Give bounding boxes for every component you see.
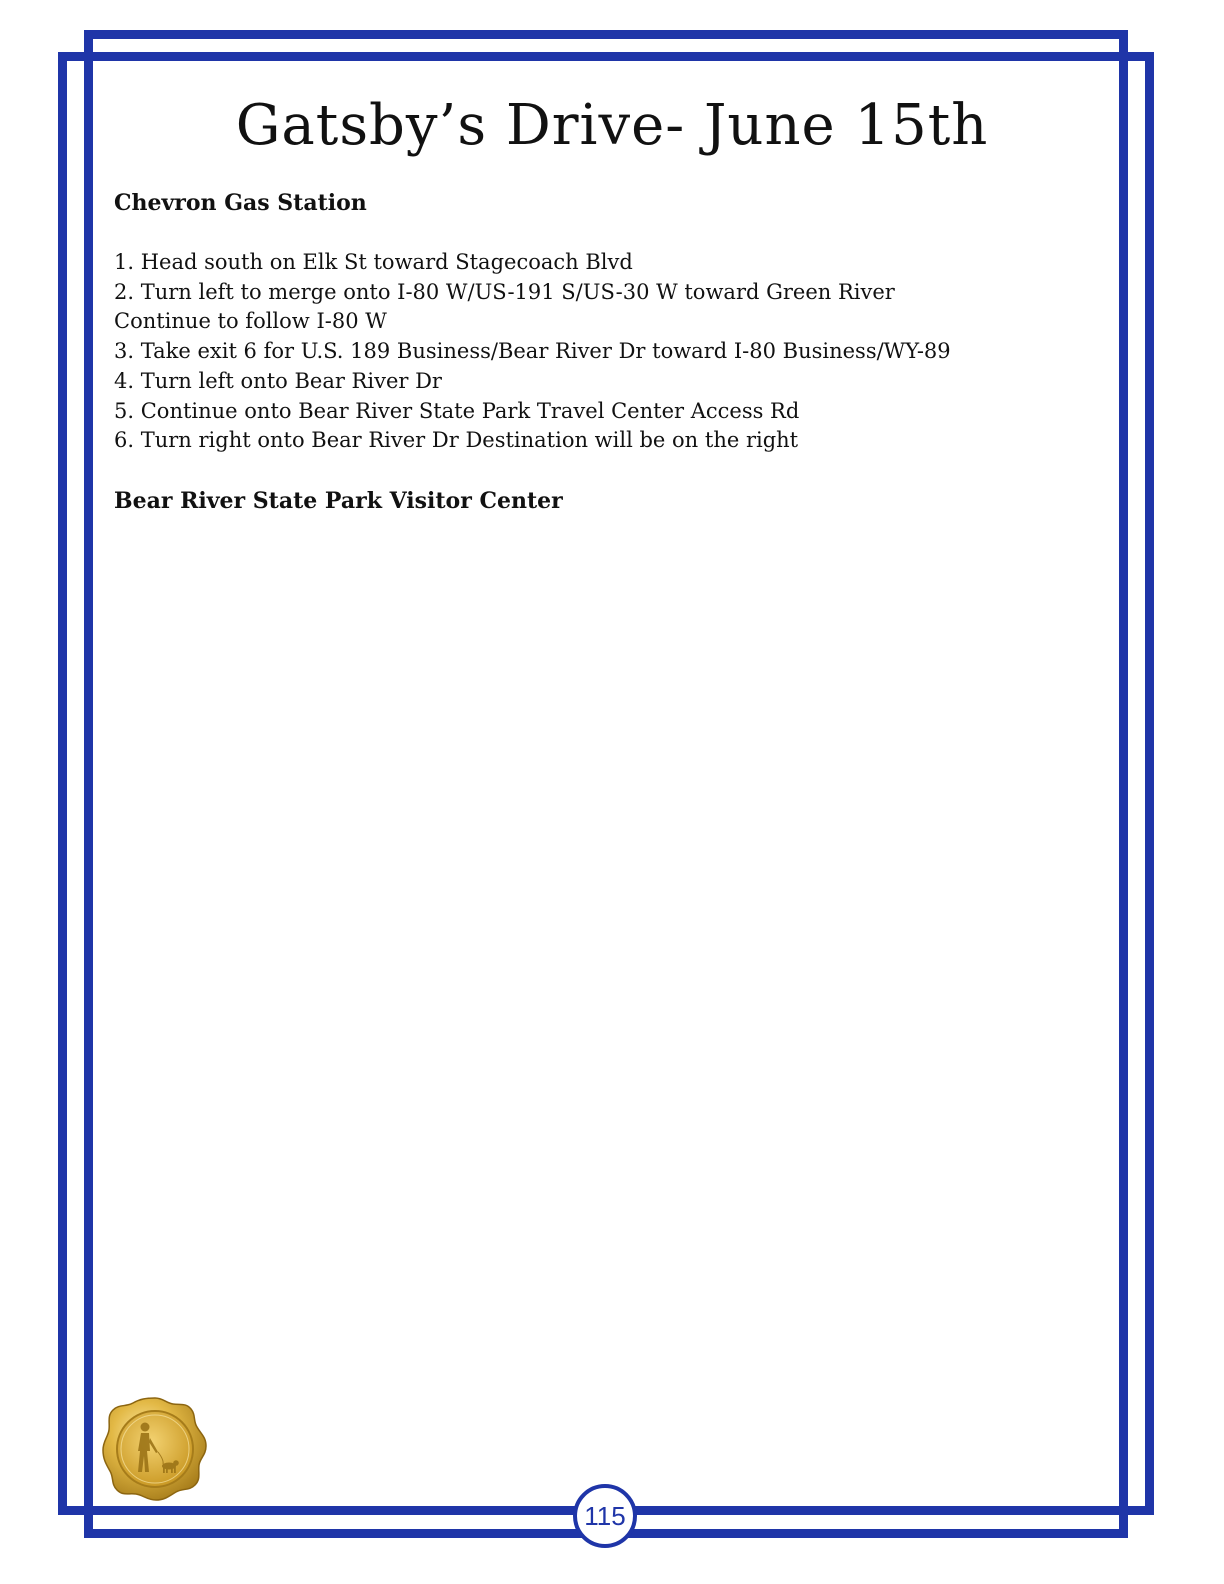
step-text: Continue onto Bear River State Park Travel Center Access Rd <box>140 398 800 423</box>
step-text: Head south on Elk St toward Stagecoach Blvd <box>140 250 633 274</box>
step-number: 5. <box>114 398 135 423</box>
direction-step <box>114 426 1104 456</box>
step-number: 1. <box>114 250 135 274</box>
direction-step <box>114 278 1104 308</box>
step-number: 6. <box>114 428 135 453</box>
start-location: Chevron Gas Station <box>114 190 367 216</box>
page-title: Gatsby’s Drive- June 15th <box>235 93 989 158</box>
direction-step <box>114 337 1104 367</box>
direction-step <box>114 367 1104 397</box>
step-text: Take exit 6 for U.S. 189 Business/Bear River Dr toward I-80 Business/WY-89 <box>140 339 951 364</box>
direction-step <box>114 248 1104 278</box>
directions-list <box>114 248 1104 456</box>
step-number: 4. <box>114 368 135 393</box>
page-number: 115 <box>573 1484 637 1548</box>
step-number: 3. <box>114 339 135 364</box>
gold-wax-seal-icon <box>100 1394 210 1504</box>
step-text: Turn right onto Bear River Dr Destination will be on the right <box>140 428 799 453</box>
step-text: Continue to follow I-80 W <box>114 309 387 334</box>
destination-location: Bear River State Park Visitor Center <box>114 487 563 514</box>
step-text: Turn left onto Bear River Dr <box>140 368 442 393</box>
step-number: 2. <box>114 279 135 304</box>
direction-step-continuation <box>114 307 1104 337</box>
step-text: Turn left to merge onto I-80 W/US-191 S/US-30 W toward Green River <box>140 279 895 304</box>
directions-content <box>114 188 1104 516</box>
direction-step <box>114 397 1104 427</box>
